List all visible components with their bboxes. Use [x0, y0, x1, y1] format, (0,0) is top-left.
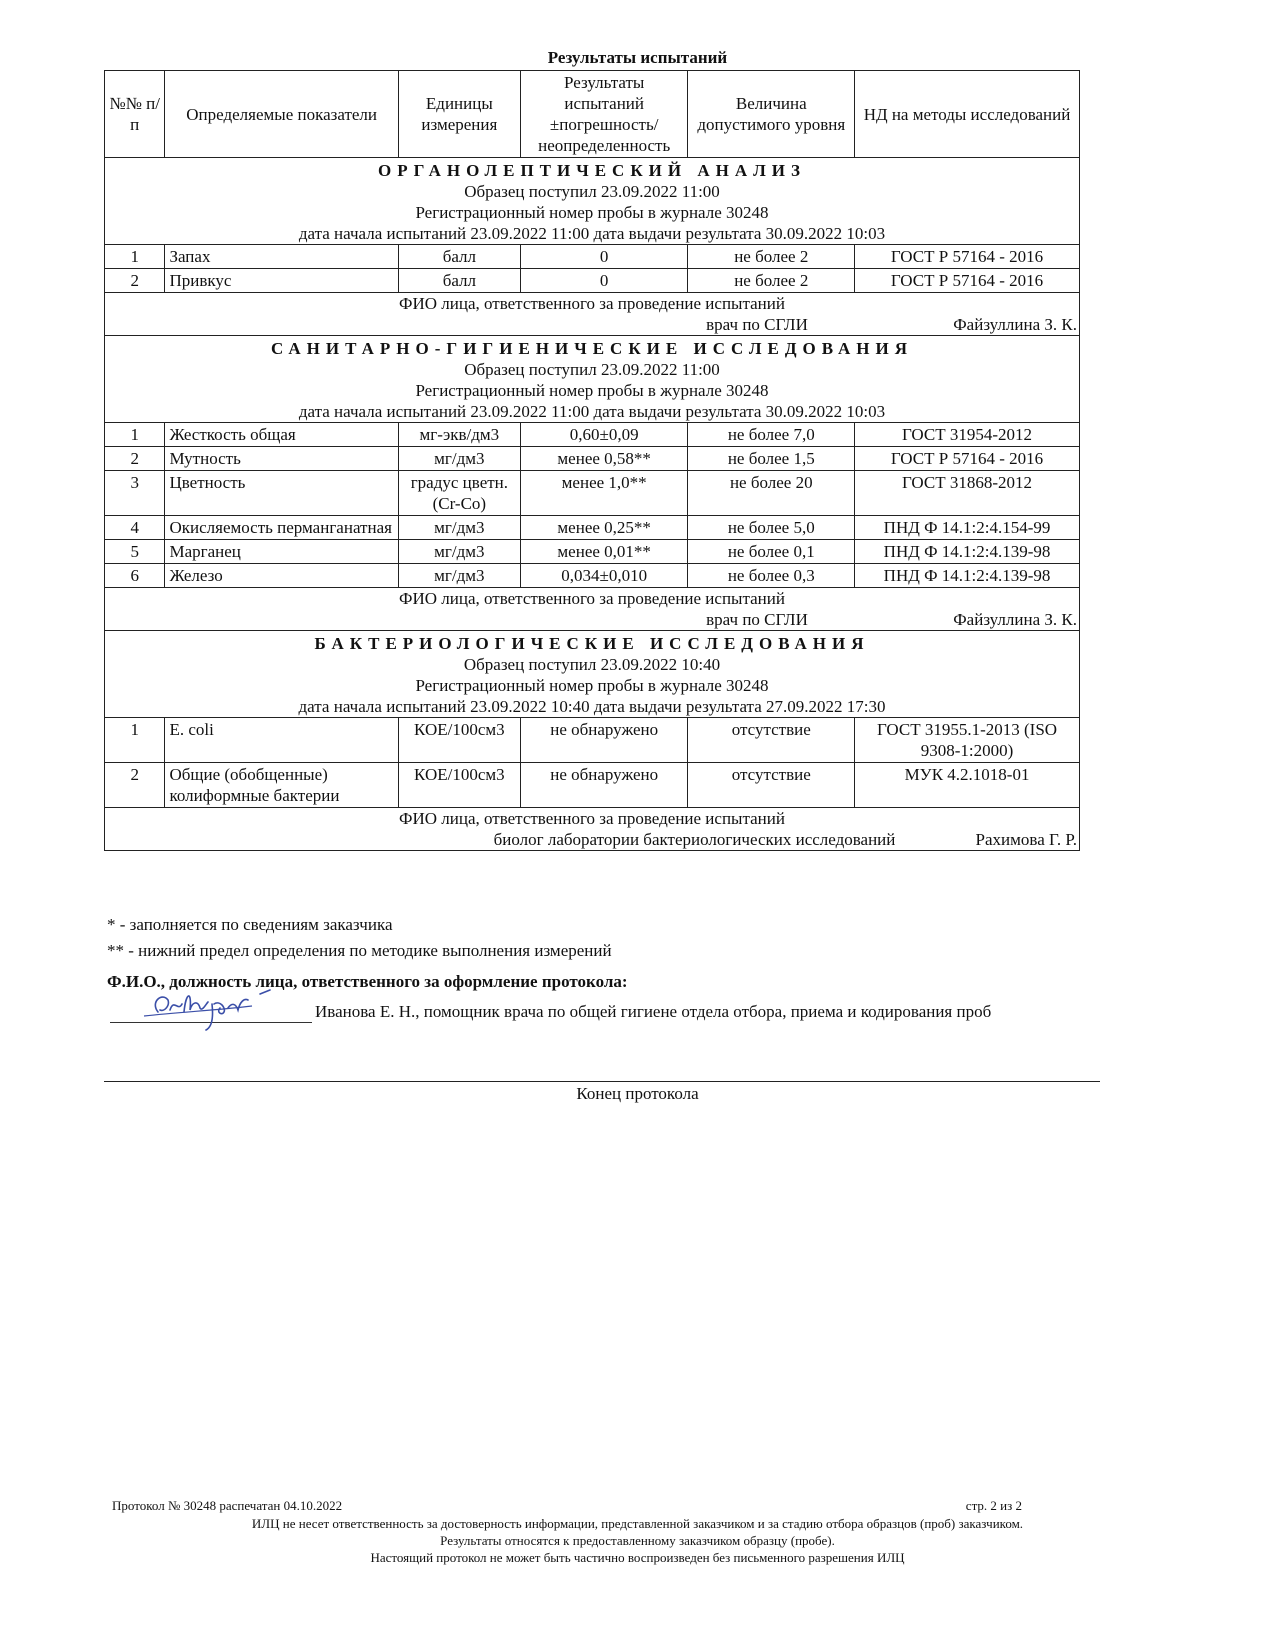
cell-num: 4 [105, 516, 165, 540]
table-row [105, 516, 1080, 540]
footer-page-number: стр. 2 из 2 [965, 1498, 1022, 1513]
section-title: САНИТАРНО-ГИГИЕНИЧЕСКИЕ ИССЛЕДОВАНИЯ [270, 339, 914, 358]
document-title: Результаты испытаний [547, 48, 728, 67]
cell-num: 1 [105, 423, 165, 447]
section-bacteriological [105, 631, 1080, 851]
cell-num: 2 [105, 447, 165, 471]
cell-limit: не более 7,0 [688, 423, 855, 447]
cell-unit: мг/дм3 [398, 564, 520, 588]
section-title: ОРГАНОЛЕПТИЧЕСКИЙ АНАЛИЗ [378, 161, 806, 180]
cell-result: 0,60±0,09 [520, 423, 688, 447]
cell-unit: градус цветн.(Cr-Co) [398, 471, 520, 516]
cell-result: менее 0,01** [520, 540, 688, 564]
responsible-name: Файзуллина З. К. [953, 610, 1077, 629]
cell-unit: балл [398, 269, 520, 293]
registration-number: Регистрационный номер пробы в журнале 30248 [415, 381, 769, 400]
cell-num: 6 [105, 564, 165, 588]
cell-result: менее 0,58** [520, 447, 688, 471]
responsible-position: врач по СГЛИ [706, 610, 808, 629]
cell-method: ПНД Ф 14.1:2:4.139-98 [855, 564, 1080, 588]
cell-num: 1 [105, 718, 165, 763]
cell-unit: мг/дм3 [398, 447, 520, 471]
cell-method: ГОСТ 31955.1-2013 (ISO 9308-1:2000) [855, 718, 1080, 763]
results-table [104, 70, 1080, 851]
responsible-label: ФИО лица, ответственного за проведение испытаний [399, 589, 785, 608]
header-results: Результаты испытаний ±погрешность/ неопределенность [520, 71, 688, 158]
cell-indicator: Окисляемость перманганатная [165, 516, 398, 540]
cell-method: ГОСТ 31954-2012 [855, 423, 1080, 447]
cell-limit: не более 20 [688, 471, 855, 516]
cell-limit: отсутствие [688, 718, 855, 763]
cell-indicator: Запах [165, 245, 398, 269]
handwritten-signature-icon [140, 982, 310, 1032]
cell-num: 2 [105, 763, 165, 808]
footnote-customer: * - заполняется по сведениям заказчика [107, 915, 393, 934]
cell-result: не обнаружено [520, 763, 688, 808]
cell-num: 3 [105, 471, 165, 516]
table-row [105, 540, 1080, 564]
section-organoleptic [105, 158, 1080, 336]
cell-limit: отсутствие [688, 763, 855, 808]
cell-unit: мг/дм3 [398, 516, 520, 540]
cell-result: 0 [520, 245, 688, 269]
cell-num: 1 [105, 245, 165, 269]
cell-result: не обнаружено [520, 718, 688, 763]
section-sanitary [105, 336, 1080, 631]
test-dates: дата начала испытаний 23.09.2022 11:00 дата выдачи результата 30.09.2022 10:03 [298, 224, 886, 243]
cell-limit: не более 5,0 [688, 516, 855, 540]
table-row [105, 564, 1080, 588]
cell-method: ГОСТ Р 57164 - 2016 [855, 447, 1080, 471]
header-indicator: Определяемые показатели [165, 71, 398, 158]
header-method: НД на методы исследований [855, 71, 1080, 158]
section-header [105, 336, 1080, 423]
cell-limit: не более 1,5 [688, 447, 855, 471]
cell-method: МУК 4.2.1018-01 [855, 763, 1080, 808]
cell-indicator: Железо [165, 564, 398, 588]
header-units: Единицы измерения [398, 71, 520, 158]
cell-unit: мг/дм3 [398, 540, 520, 564]
footer [0, 1497, 1275, 1566]
cell-unit: КОЕ/100см3 [398, 763, 520, 808]
cell-num: 5 [105, 540, 165, 564]
cell-limit: не более 2 [688, 245, 855, 269]
cell-method: ГОСТ 31868-2012 [855, 471, 1080, 516]
header-limit: Величина допустимого уровня [688, 71, 855, 158]
cell-indicator: Привкус [165, 269, 398, 293]
table-row [105, 471, 1080, 516]
registration-number: Регистрационный номер пробы в журнале 30248 [415, 676, 769, 695]
cell-limit: не более 2 [688, 269, 855, 293]
section-title: БАКТЕРИОЛОГИЧЕСКИЕ ИССЛЕДОВАНИЯ [314, 634, 870, 653]
cell-result: менее 0,25** [520, 516, 688, 540]
cell-method: ПНД Ф 14.1:2:4.154-99 [855, 516, 1080, 540]
cell-result: 0 [520, 269, 688, 293]
cell-unit: КОЕ/100см3 [398, 718, 520, 763]
sample-received: Образец поступил 23.09.2022 11:00 [464, 360, 720, 379]
cell-method: ПНД Ф 14.1:2:4.139-98 [855, 540, 1080, 564]
responsible-name: Рахимова Г. Р. [975, 830, 1077, 849]
header-num: №№ п/п [105, 71, 165, 158]
section-header [105, 158, 1080, 245]
table-row [105, 763, 1080, 808]
footnotes [107, 912, 612, 964]
registration-number: Регистрационный номер пробы в журнале 30248 [415, 203, 769, 222]
table-row [105, 447, 1080, 471]
cell-indicator: Цветность [165, 471, 398, 516]
footer-disclaimer-2: Результаты относятся к предоставленному заказчиком образцу (пробе). [440, 1533, 835, 1548]
footer-disclaimer-1: ИЛЦ не несет ответственность за достоверность информации, представленной заказчиком и за стадию отбора образцов (проб) заказчиком. [251, 1516, 1024, 1531]
cell-method: ГОСТ Р 57164 - 2016 [855, 245, 1080, 269]
cell-indicator: Жесткость общая [165, 423, 398, 447]
cell-limit: не более 0,1 [688, 540, 855, 564]
responsible-person [105, 808, 1080, 851]
table-header-row [105, 71, 1080, 158]
table-row [105, 423, 1080, 447]
cell-unit: балл [398, 245, 520, 269]
section-header [105, 631, 1080, 718]
cell-unit: мг-экв/дм3 [398, 423, 520, 447]
table-row [105, 245, 1080, 269]
responsible-position: биолог лаборатории бактериологических исследований [493, 830, 896, 849]
cell-num: 2 [105, 269, 165, 293]
responsible-label: ФИО лица, ответственного за проведение испытаний [399, 294, 785, 313]
table-row [105, 269, 1080, 293]
sample-received: Образец поступил 23.09.2022 10:40 [463, 655, 721, 674]
test-dates: дата начала испытаний 23.09.2022 11:00 дата выдачи результата 30.09.2022 10:03 [298, 402, 886, 421]
end-of-protocol: Конец протокола [576, 1084, 699, 1103]
responsible-person [105, 293, 1080, 336]
cell-indicator: Марганец [165, 540, 398, 564]
responsible-person [105, 588, 1080, 631]
cell-indicator: Общие (обобщенные) колиформные бактерии [165, 763, 398, 808]
cell-result: 0,034±0,010 [520, 564, 688, 588]
footer-protocol-info: Протокол № 30248 распечатан 04.10.2022 [112, 1498, 343, 1513]
responsible-label: ФИО лица, ответственного за проведение испытаний [399, 809, 785, 828]
cell-result: менее 1,0** [520, 471, 688, 516]
sample-received: Образец поступил 23.09.2022 11:00 [464, 182, 720, 201]
divider [104, 1081, 1100, 1082]
protocol-responsible-text: Иванова Е. Н., помощник врача по общей гигиене отдела отбора, приема и кодирования проб [315, 1002, 992, 1021]
footer-disclaimer-3: Настоящий протокол не может быть частично воспроизведен без письменного разрешения ИЛЦ [370, 1550, 905, 1565]
cell-limit: не более 0,3 [688, 564, 855, 588]
responsible-name: Файзуллина З. К. [953, 315, 1077, 334]
signature-row [110, 1000, 1110, 1030]
protocol-responsible-label: Ф.И.О., должность лица, ответственного за оформление протокола: [107, 972, 628, 991]
responsible-position: врач по СГЛИ [706, 315, 808, 334]
footnote-detection-limit: ** - нижний предел определения по методике выполнения измерений [107, 941, 612, 960]
table-row [105, 718, 1080, 763]
cell-indicator: Мутность [165, 447, 398, 471]
cell-indicator: E. coli [165, 718, 398, 763]
test-dates: дата начала испытаний 23.09.2022 10:40 дата выдачи результата 27.09.2022 17:30 [298, 697, 886, 716]
cell-method: ГОСТ Р 57164 - 2016 [855, 269, 1080, 293]
